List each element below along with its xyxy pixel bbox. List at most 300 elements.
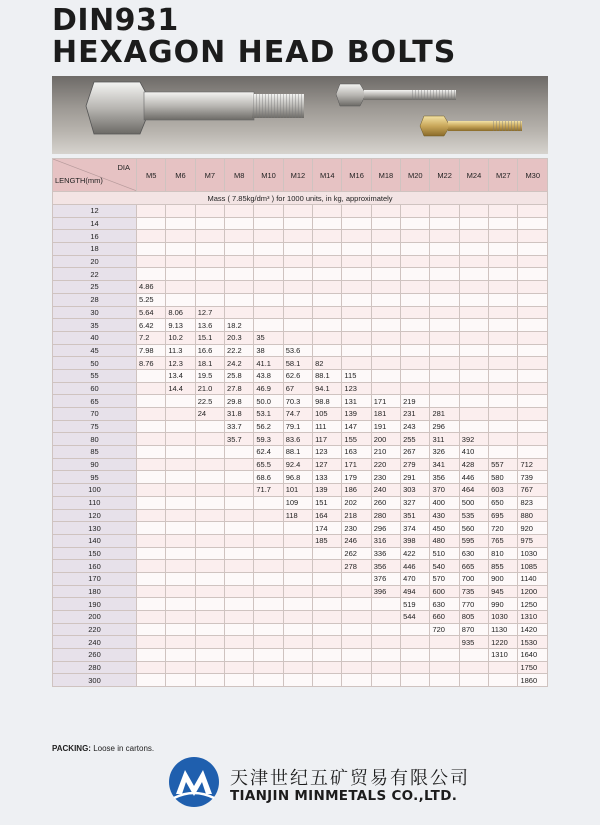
- mass-cell: [166, 458, 195, 471]
- mass-cell: [459, 293, 488, 306]
- table-row: [53, 230, 548, 243]
- mass-cell: [371, 611, 400, 624]
- mass-cell: [518, 344, 548, 357]
- mass-cell: [283, 649, 312, 662]
- mass-cell: 1140: [518, 572, 548, 585]
- mass-cell: 316: [371, 534, 400, 547]
- mass-cell: [430, 395, 459, 408]
- mass-cell: 376: [371, 572, 400, 585]
- mass-cell: 326: [430, 446, 459, 459]
- length-cell: 300: [53, 674, 137, 687]
- company-name-chinese: 天津世纪五矿贸易有限公司: [230, 768, 470, 789]
- mass-cell: 8.76: [137, 357, 166, 370]
- mass-cell: 65.5: [254, 458, 283, 471]
- mass-cell: [137, 408, 166, 421]
- mass-cell: [166, 534, 195, 547]
- mass-cell: [195, 636, 224, 649]
- mass-cell: [430, 382, 459, 395]
- mass-cell: [283, 598, 312, 611]
- mass-cell: 53.6: [283, 344, 312, 357]
- table-row: [53, 408, 548, 421]
- mass-cell: [371, 243, 400, 256]
- mass-cell: [137, 534, 166, 547]
- mass-cell: [254, 230, 283, 243]
- table-row: [53, 522, 548, 535]
- mass-cell: [225, 230, 254, 243]
- mass-cell: 392: [459, 433, 488, 446]
- mass-cell: [371, 268, 400, 281]
- mass-cell: [166, 471, 195, 484]
- table-row: [53, 484, 548, 497]
- mass-cell: [518, 357, 548, 370]
- table-row: [53, 395, 548, 408]
- mass-cell: 712: [518, 458, 548, 471]
- mass-cell: [195, 281, 224, 294]
- mass-cell: [313, 598, 342, 611]
- mass-cell: 164: [313, 509, 342, 522]
- mass-cell: [459, 331, 488, 344]
- mass-cell: [313, 661, 342, 674]
- mass-cell: [430, 357, 459, 370]
- mass-cell: [313, 205, 342, 218]
- length-cell: 95: [53, 471, 137, 484]
- mass-cell: 267: [401, 446, 430, 459]
- mass-cell: 123: [342, 382, 371, 395]
- mass-cell: [459, 255, 488, 268]
- mass-cell: [313, 255, 342, 268]
- length-cell: 170: [53, 572, 137, 585]
- mass-cell: 1860: [518, 674, 548, 687]
- mass-cell: 855: [489, 560, 518, 573]
- mass-cell: [371, 255, 400, 268]
- length-cell: 140: [53, 534, 137, 547]
- mass-cell: [430, 243, 459, 256]
- mass-cell: [225, 205, 254, 218]
- mass-cell: [401, 243, 430, 256]
- mass-cell: [195, 255, 224, 268]
- mass-cell: [137, 636, 166, 649]
- mass-cell: 13.4: [166, 369, 195, 382]
- mass-cell: 1200: [518, 585, 548, 598]
- mass-cell: [459, 344, 488, 357]
- mass-cell: 62.6: [283, 369, 312, 382]
- mass-cell: [195, 509, 224, 522]
- mass-cell: 41.1: [254, 357, 283, 370]
- title-standard: DIN931: [52, 3, 179, 38]
- mass-cell: [283, 674, 312, 687]
- mass-cell: [401, 205, 430, 218]
- mass-cell: [166, 243, 195, 256]
- mass-cell: 280: [371, 509, 400, 522]
- mass-cell: [459, 281, 488, 294]
- corner-cell: [53, 159, 137, 192]
- table-row: [53, 268, 548, 281]
- mass-cell: [401, 623, 430, 636]
- mass-cell: 171: [371, 395, 400, 408]
- mass-cell: [225, 243, 254, 256]
- mass-cell: 341: [430, 458, 459, 471]
- mass-cell: [195, 572, 224, 585]
- mass-cell: 720: [489, 522, 518, 535]
- mass-cell: [401, 674, 430, 687]
- mass-cell: [342, 598, 371, 611]
- mass-cell: 5.64: [137, 306, 166, 319]
- mass-cell: [254, 281, 283, 294]
- page-title: [52, 3, 457, 70]
- mass-cell: [166, 420, 195, 433]
- mass-cell: [225, 598, 254, 611]
- mass-cell: [166, 585, 195, 598]
- mass-cell: [371, 281, 400, 294]
- mass-cell: [166, 230, 195, 243]
- mass-cell: [401, 344, 430, 357]
- table-row: [53, 205, 548, 218]
- mass-cell: [166, 522, 195, 535]
- mass-cell: [137, 433, 166, 446]
- table-row: [53, 572, 548, 585]
- table-row: [53, 446, 548, 459]
- mass-cell: 101: [283, 484, 312, 497]
- mass-cell: 231: [401, 408, 430, 421]
- mass-cell: [401, 217, 430, 230]
- mass-cell: 1420: [518, 623, 548, 636]
- mass-cell: [166, 649, 195, 662]
- mass-cell: 374: [401, 522, 430, 535]
- column-header: M7: [195, 159, 224, 192]
- mass-cell: [254, 598, 283, 611]
- length-cell: 90: [53, 458, 137, 471]
- mass-cell: [459, 306, 488, 319]
- mass-cell: [137, 560, 166, 573]
- mass-cell: 123: [313, 446, 342, 459]
- mass-cell: 1030: [518, 547, 548, 560]
- mass-cell: [489, 674, 518, 687]
- bolt-illustration: [52, 76, 548, 154]
- mass-cell: [401, 331, 430, 344]
- table-body: [53, 159, 548, 687]
- table-row: [53, 534, 548, 547]
- mass-cell: 98.8: [313, 395, 342, 408]
- mass-cell: [283, 661, 312, 674]
- mass-cell: [137, 217, 166, 230]
- mass-cell: [195, 547, 224, 560]
- mass-cell: [283, 319, 312, 332]
- mass-cell: [371, 598, 400, 611]
- mass-cell: [518, 217, 548, 230]
- mass-cell: [195, 420, 224, 433]
- table-row: [53, 357, 548, 370]
- mass-cell: [166, 572, 195, 585]
- mass-cell: [195, 243, 224, 256]
- mass-cell: [313, 636, 342, 649]
- mass-cell: [489, 344, 518, 357]
- mass-cell: [430, 205, 459, 218]
- mass-cell: [283, 230, 312, 243]
- mass-cell: 74.7: [283, 408, 312, 421]
- mass-cell: [430, 344, 459, 357]
- mass-cell: 185: [313, 534, 342, 547]
- mass-cell: [137, 458, 166, 471]
- mass-cell: [166, 395, 195, 408]
- mass-cell: [166, 611, 195, 624]
- mass-cell: [342, 230, 371, 243]
- mass-cell: [489, 433, 518, 446]
- mass-cell: 805: [459, 611, 488, 624]
- mass-cell: 303: [401, 484, 430, 497]
- mass-cell: 15.1: [195, 331, 224, 344]
- mass-cell: [518, 446, 548, 459]
- table-row: [53, 560, 548, 573]
- mass-cell: [313, 623, 342, 636]
- mass-cell: [225, 471, 254, 484]
- mass-cell: [371, 649, 400, 662]
- mass-cell: 739: [518, 471, 548, 484]
- mass-cell: [166, 623, 195, 636]
- mass-cell: 735: [459, 585, 488, 598]
- mass-cell: [137, 674, 166, 687]
- table-row: [53, 649, 548, 662]
- column-header: M12: [283, 159, 312, 192]
- mass-cell: 720: [430, 623, 459, 636]
- mass-cell: [401, 268, 430, 281]
- mass-cell: 35: [254, 331, 283, 344]
- mass-cell: 945: [489, 585, 518, 598]
- mass-cell: [254, 255, 283, 268]
- mass-cell: [459, 268, 488, 281]
- length-cell: 150: [53, 547, 137, 560]
- length-cell: 12: [53, 205, 137, 218]
- mass-cell: [166, 496, 195, 509]
- mass-cell: [459, 382, 488, 395]
- mass-cell: [225, 636, 254, 649]
- mass-cell: [342, 306, 371, 319]
- mass-cell: [137, 395, 166, 408]
- mass-cell: [254, 306, 283, 319]
- length-cell: 30: [53, 306, 137, 319]
- length-cell: 40: [53, 331, 137, 344]
- mass-cell: [225, 585, 254, 598]
- mass-cell: 540: [430, 560, 459, 573]
- column-header: M18: [371, 159, 400, 192]
- mass-cell: 296: [430, 420, 459, 433]
- mass-cell: [225, 572, 254, 585]
- mass-cell: [313, 217, 342, 230]
- mass-cell: [313, 331, 342, 344]
- mass-cell: 428: [459, 458, 488, 471]
- mass-cell: 220: [371, 458, 400, 471]
- mass-cell: [489, 661, 518, 674]
- mass-cell: [371, 306, 400, 319]
- mass-cell: [254, 585, 283, 598]
- mass-cell: 240: [371, 484, 400, 497]
- mass-cell: [254, 572, 283, 585]
- table-row: [53, 281, 548, 294]
- mass-cell: [401, 230, 430, 243]
- mass-cell: [195, 661, 224, 674]
- mass-cell: [518, 243, 548, 256]
- mass-cell: 12.7: [195, 306, 224, 319]
- mass-cell: 13.6: [195, 319, 224, 332]
- mass-cell: 356: [371, 560, 400, 573]
- mass-cell: 480: [430, 534, 459, 547]
- length-cell: 65: [53, 395, 137, 408]
- table-row: [53, 433, 548, 446]
- mass-cell: 311: [430, 433, 459, 446]
- mass-cell: [283, 217, 312, 230]
- mass-cell: [459, 408, 488, 421]
- mass-cell: 870: [459, 623, 488, 636]
- mass-cell: 243: [401, 420, 430, 433]
- mass-cell: [459, 357, 488, 370]
- mass-cell: 88.1: [283, 446, 312, 459]
- mass-cell: [137, 446, 166, 459]
- mass-cell: [489, 230, 518, 243]
- mass-cell: [195, 458, 224, 471]
- mass-cell: [254, 509, 283, 522]
- mass-cell: 470: [401, 572, 430, 585]
- mass-cell: [137, 205, 166, 218]
- mass-cell: [225, 446, 254, 459]
- mass-cell: 191: [371, 420, 400, 433]
- mass-cell: 603: [489, 484, 518, 497]
- mass-cell: [225, 623, 254, 636]
- table-row: [53, 293, 548, 306]
- mass-cell: 494: [401, 585, 430, 598]
- mass-cell: [342, 649, 371, 662]
- mass-cell: [342, 281, 371, 294]
- mass-cell: [401, 382, 430, 395]
- mass-cell: 430: [430, 509, 459, 522]
- mass-cell: [225, 255, 254, 268]
- mass-cell: [489, 331, 518, 344]
- mass-cell: [137, 420, 166, 433]
- mass-cell: [489, 306, 518, 319]
- mass-cell: 262: [342, 547, 371, 560]
- mass-cell: 1310: [489, 649, 518, 662]
- mass-cell: 21.0: [195, 382, 224, 395]
- mass-cell: 296: [371, 522, 400, 535]
- mass-cell: 68.6: [254, 471, 283, 484]
- mass-cell: [342, 331, 371, 344]
- mass-cell: 94.1: [313, 382, 342, 395]
- mass-cell: [342, 217, 371, 230]
- mass-cell: [137, 623, 166, 636]
- column-header: M27: [489, 159, 518, 192]
- mass-cell: [283, 623, 312, 636]
- length-cell: 55: [53, 369, 137, 382]
- mass-cell: [371, 344, 400, 357]
- table-row: [53, 611, 548, 624]
- mass-cell: [195, 293, 224, 306]
- mass-cell: 82: [313, 357, 342, 370]
- length-cell: 80: [53, 433, 137, 446]
- mass-cell: 43.8: [254, 369, 283, 382]
- mass-cell: [489, 255, 518, 268]
- mass-cell: 163: [342, 446, 371, 459]
- mass-cell: [430, 293, 459, 306]
- mass-cell: [137, 496, 166, 509]
- mass-cell: 1130: [489, 623, 518, 636]
- length-cell: 130: [53, 522, 137, 535]
- table-row: [53, 255, 548, 268]
- mass-cell: [518, 230, 548, 243]
- mass-cell: 18.1: [195, 357, 224, 370]
- mass-cell: [166, 560, 195, 573]
- mass-cell: [283, 522, 312, 535]
- mass-cell: [195, 598, 224, 611]
- bolts-photo: [52, 76, 548, 154]
- mass-cell: 810: [489, 547, 518, 560]
- mass-cell: [518, 268, 548, 281]
- mass-cell: [225, 217, 254, 230]
- mass-cell: 1220: [489, 636, 518, 649]
- mass-cell: 58.1: [283, 357, 312, 370]
- mass-cell: [166, 205, 195, 218]
- column-header: M6: [166, 159, 195, 192]
- mass-cell: 580: [489, 471, 518, 484]
- mass-cell: [254, 293, 283, 306]
- mass-cell: 370: [430, 484, 459, 497]
- mass-cell: 53.1: [254, 408, 283, 421]
- mass-cell: [254, 636, 283, 649]
- mass-cell: [401, 649, 430, 662]
- mass-cell: [342, 319, 371, 332]
- mass-cell: [371, 382, 400, 395]
- mass-cell: [225, 496, 254, 509]
- table-row: [53, 496, 548, 509]
- mass-cell: [195, 585, 224, 598]
- mass-cell: [283, 306, 312, 319]
- mass-cell: [313, 611, 342, 624]
- mass-cell: 935: [459, 636, 488, 649]
- mass-cell: [166, 598, 195, 611]
- mass-cell: 281: [430, 408, 459, 421]
- mass-cell: [195, 534, 224, 547]
- mass-cell: [489, 395, 518, 408]
- mass-cell: [195, 611, 224, 624]
- mass-cell: [313, 585, 342, 598]
- mass-cell: 7.2: [137, 331, 166, 344]
- mass-cell: [254, 496, 283, 509]
- mass-cell: 38: [254, 344, 283, 357]
- length-cell: 18: [53, 243, 137, 256]
- length-cell: 180: [53, 585, 137, 598]
- mass-cell: [342, 661, 371, 674]
- mass-cell: 975: [518, 534, 548, 547]
- mass-cell: [195, 433, 224, 446]
- mass-cell: 59.3: [254, 433, 283, 446]
- mass-cell: [254, 205, 283, 218]
- column-header: M16: [342, 159, 371, 192]
- mass-cell: [430, 636, 459, 649]
- table-row: [53, 509, 548, 522]
- mass-cell: [166, 293, 195, 306]
- mass-cell: [430, 661, 459, 674]
- mass-cell: [430, 217, 459, 230]
- mass-cell: [313, 268, 342, 281]
- mass-cell: 20.3: [225, 331, 254, 344]
- column-header: M14: [313, 159, 342, 192]
- packing-text: Loose in cartons.: [93, 744, 155, 753]
- mass-cell: [430, 306, 459, 319]
- mass-cell: [401, 319, 430, 332]
- mass-cell: 131: [342, 395, 371, 408]
- mass-cell: [195, 484, 224, 497]
- mass-cell: [137, 509, 166, 522]
- table-row: [53, 243, 548, 256]
- table-row: [53, 319, 548, 332]
- mass-cell: [225, 522, 254, 535]
